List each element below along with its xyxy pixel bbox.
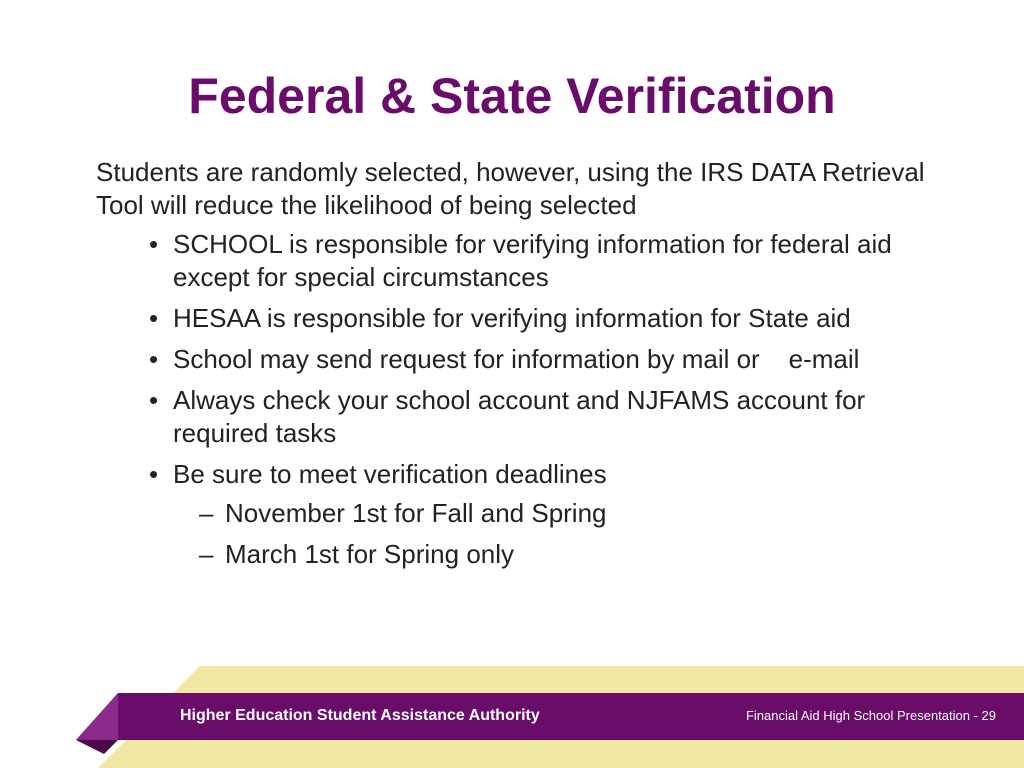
bullet-text: SCHOOL is responsible for verifying information for federal aid except for special circumstances xyxy=(173,229,892,292)
bullet-text: School may send request for information by mail or e-mail xyxy=(173,344,860,374)
bullet-item xyxy=(149,458,956,571)
bullet-dot-icon: • xyxy=(149,229,159,259)
dash-icon: – xyxy=(199,539,214,569)
bullet-item xyxy=(149,384,956,450)
bullet-dot-icon: • xyxy=(149,459,159,489)
bullet-dot-icon: • xyxy=(149,385,159,415)
footer-corner-shadow xyxy=(76,740,118,754)
bullet-text: Always check your school account and NJFAMS account for required tasks xyxy=(173,385,866,448)
footer-presentation: Financial Aid High School Presentation - 29 xyxy=(745,708,996,723)
sub-bullet-item xyxy=(199,497,956,530)
bullet-text: Be sure to meet verification deadlines xyxy=(173,459,607,489)
sub-bullet-item xyxy=(199,538,956,571)
bullet-text: HESAA is responsible for verifying information for State aid xyxy=(173,303,851,333)
slide-title: Federal & State Verification xyxy=(188,68,836,124)
bullet-item xyxy=(149,302,956,335)
sub-bullet-list xyxy=(173,497,956,571)
bullet-item xyxy=(149,343,956,376)
slide-body xyxy=(96,156,956,579)
intro-text: Students are randomly selected, however, using the IRS DATA Retrieval Tool will reduce the likelihood of being selected xyxy=(96,157,925,220)
bullet-item xyxy=(149,228,956,294)
bullet-dot-icon: • xyxy=(149,344,159,374)
bullet-list xyxy=(96,228,956,571)
sub-bullet-text: November 1st for Fall and Spring xyxy=(225,498,607,528)
dash-icon: – xyxy=(199,498,214,528)
bullet-dot-icon: • xyxy=(149,303,159,333)
sub-bullet-text: March 1st for Spring only xyxy=(225,539,515,569)
footer-organization: Higher Education Student Assistance Authority xyxy=(180,707,540,724)
footer-left-fold xyxy=(76,693,118,740)
